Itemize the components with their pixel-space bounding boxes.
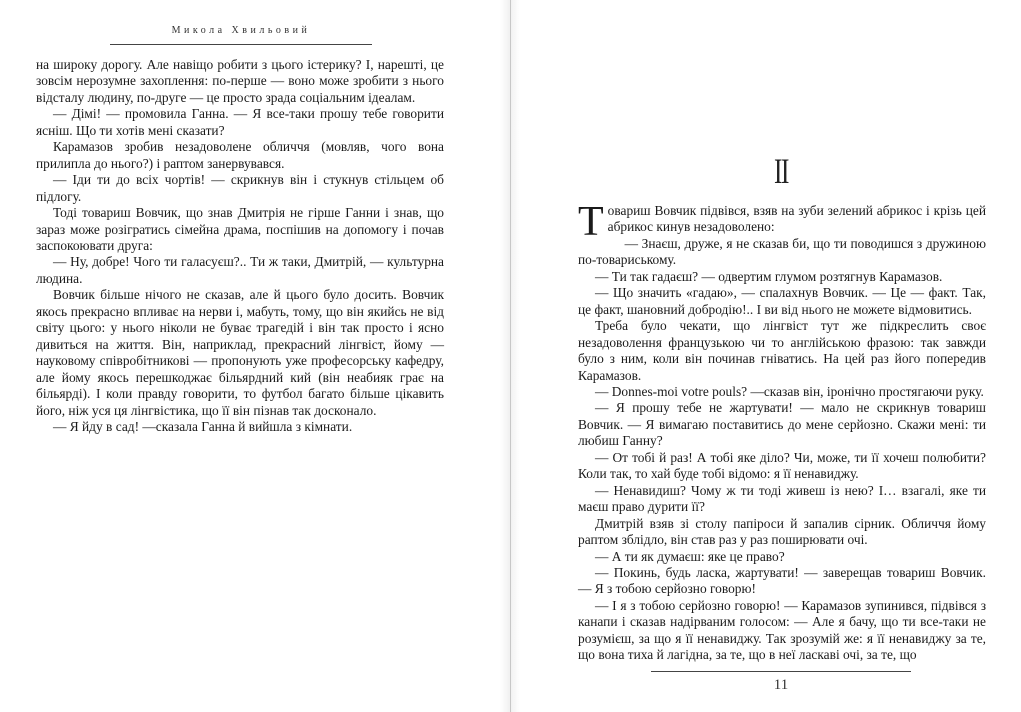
first-paragraph-text: овариш Вовчик підвівся, взяв на зуби зелений абрикос і крізь цей абрикос кинув незадоволено:	[607, 203, 986, 235]
paragraph: — Я йду в сад! —сказала Ганна й вийшла з кімнати.	[53, 418, 353, 434]
paragraph: — Іди ти до всіх чортів! — скрикнув він і стукнув стільцем об підлогу.	[36, 172, 444, 204]
left-page-text	[36, 57, 444, 435]
first-paragraph	[578, 199, 986, 245]
chapter-numeral: II	[774, 151, 788, 191]
paragraph: — Ненавидиш? Чому ж ти тоді живеш із нею? І… взагалі, яке ти маєш право дурити її?	[578, 482, 986, 515]
header-rule	[110, 44, 372, 45]
left-page	[0, 0, 510, 712]
paragraph: Тоді товариш Вовчик, що знав Дмитрія не гірше Ганни і знав, що зараз може розігратись сімейна драма, поспішив на допомогу і почав заспокоювати друга:	[36, 205, 444, 253]
paragraph: на широку дорогу. Але навіщо робити з цього істерику? І, нарешті, це зовсім нерозумне захоплення: по-перше — воно може зробити з нього відсталу людину, по-друге — це просто зрада соціальним ідеалам.	[36, 57, 444, 105]
paragraph: Дмитрій взяв зі столу папіроси й запалив сірник. Обличчя йому раптом зблідло, він став раз у раз поширювати очі.	[578, 515, 986, 548]
paragraph: — А ти як думаєш: яке це право?	[595, 548, 785, 564]
paragraph: — Ти так гадаєш? — одвертим глумом розтягнув Карамазов.	[595, 268, 943, 284]
paragraph: Треба було чекати, що лінгвіст тут же підкреслить своє незадоволення французькою чи то англійською фразою: так завжди було з ним, коли він починав гніватись. На цей раз його попередив Карамазов.	[578, 318, 986, 383]
paragraph: — Покинь, будь ласка, жартувати! — заверещав товариш Вовчик. — Я з тобою серйозно говорю!	[578, 564, 986, 597]
paragraph: — Donnes-moi votre pouls? —сказав він, іронічно простягаючи руку.	[595, 383, 984, 399]
right-page	[511, 0, 1021, 712]
paragraph: — От тобі й раз! А тобі яке діло? Чи, може, ти її хочеш полюбити? Коли так, то хай буде тобі відомо: я її ненавиджу.	[578, 449, 986, 482]
paragraph: — Я прошу тебе не жартувати! — мало не скрикнув товариш Вовчик. — Я вимагаю поставитись до мене серйозно. Скажи мені: ти любиш Ганну?	[578, 400, 986, 449]
running-header: Микола Хвильовий	[171, 25, 311, 36]
paragraph: — Знаєш, друже, я не сказав би, що ти поводишся з дружиною по-товариському.	[578, 235, 986, 268]
page-number: 11	[773, 677, 789, 693]
right-page-text	[578, 199, 986, 664]
paragraph: — І я з тобою серйозно говорю! — Карамазов зупинився, підвівся з канапи і сказав надірваним голосом: — Але я бачу, що ти все-таки не розумієш, за що я її ненавиджу. Так зрозумій же: я її ненавиджу за те, що вона тиха й лагідна, за те, що в неї ласкаві очі, за те, що	[578, 597, 986, 663]
paragraph: — Дімі! — промовила Ганна. — Я все-таки прошу тебе говорити ясніш. Що ти хотів мені сказати?	[36, 106, 444, 138]
paragraph: Карамазов зробив незадоволене обличчя (мовляв, чого вона прилипла до нього?) і раптом занервувався.	[36, 139, 444, 171]
paragraph: — Що значить «гадаю», — спалахнув Вовчик. — Це — факт. Так, це факт, шановний добродію!.. І ви від нього не можете відмовитись.	[578, 285, 986, 317]
paragraph: — Ну, добре! Чого ти галасуєш?.. Ти ж таки, Дмитрій, — культурна людина.	[36, 254, 444, 286]
drop-cap: Т	[578, 199, 604, 245]
paragraph: Вовчик більше нічого не сказав, але й цього було досить. Вовчик якось прекрасно впливає на нерви і, мабуть, тому, що він якийсь не від світу цього: у нього ніколи не буває трагедій і він так просто і ясно дивиться на життя. Він, наприклад, прекрасний лінгвіст, йому — науковому співробітникові — пропонують уже професорську кафедру, але йому якось перешкоджає більярдний кий (він неабияк грає на більярді). І коли правду говорити, то футбол багато більше цікавить його, ніж уся ця лінгвістика, що її він пізнав так досконало.	[36, 287, 444, 418]
footer-rule	[651, 671, 911, 672]
